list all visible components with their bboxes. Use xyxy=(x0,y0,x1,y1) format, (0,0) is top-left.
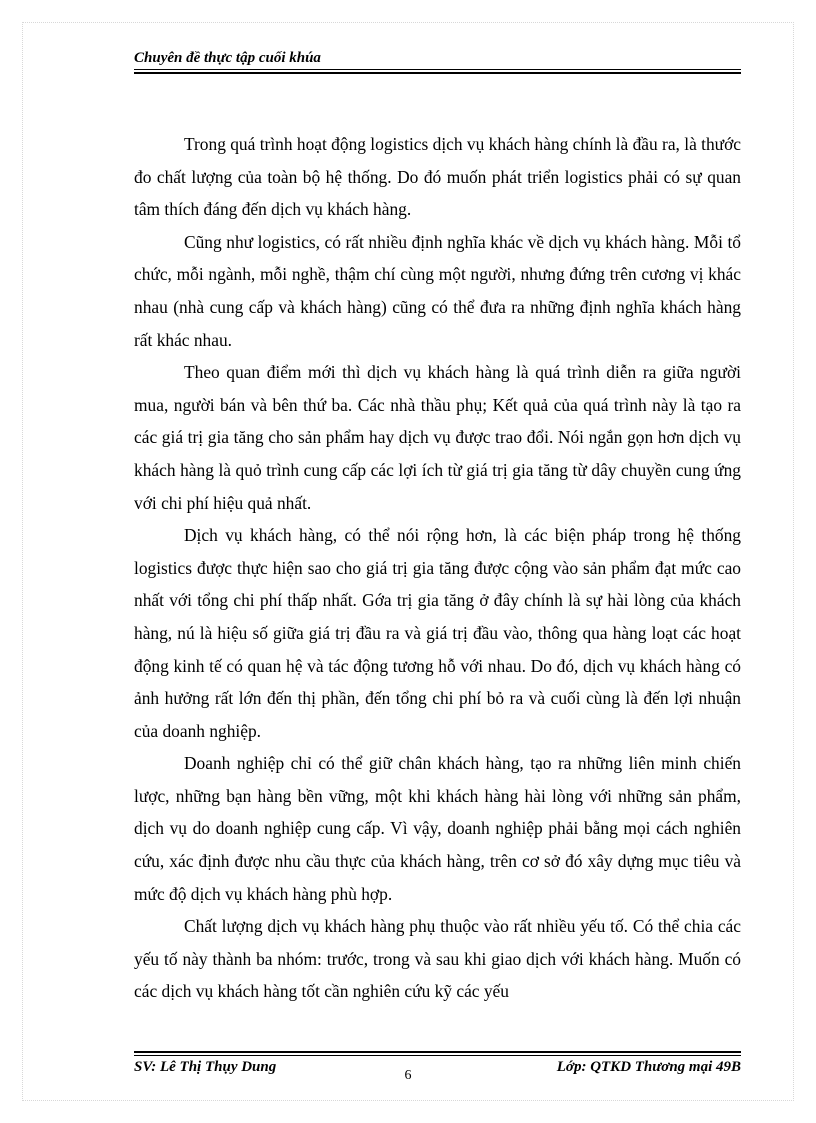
footer-class-name: Lớp: QTKD Thương mại 49B xyxy=(556,1059,741,1075)
paragraph: Doanh nghiệp chỉ có thể giữ chân khách hàng, tạo ra những liên minh chiến lược, những bạn hàng bền vững, một khi khách hàng hài lòng với những sản phẩm, dịch vụ do doanh nghiệp cung cấp. Vì vậy, doanh nghiệp phải bằng mọi cách nghiên cứu, xác định được nhu cầu thực của khách hàng, trên cơ sở đó xây dựng mục tiêu và mức độ dịch vụ khách hàng phù hợp. xyxy=(134,753,741,904)
footer-student-name: SV: Lê Thị Thụy Dung xyxy=(134,1059,277,1075)
paragraph: Dịch vụ khách hàng, có thể nói rộng hơn, là các biện pháp trong hệ thống logistics được thực hiện sao cho giá trị gia tăng được cộng vào sản phẩm đạt mức cao nhất với tổng chi phí thấp nhất. Gớa trị gia tăng ở đây chính là sự hài lòng của khách hàng, nú là hiệu số giữa giá trị đầu ra và giá trị đầu vào, thông qua hàng loạt các hoạt động kinh tế có quan hệ và tác động tương hỗ với nhau. Do đó, dịch vụ khách hàng có ảnh hưởng rất lớn đến thị phần, đến tổng chi phí bỏ ra và cuối cùng là đến lợi nhuận của doanh nghiệp. xyxy=(134,525,741,741)
header-rule-thick xyxy=(134,72,741,74)
paragraph: Trong quá trình hoạt động logistics dịch vụ khách hàng chính là đầu ra, là thước đo chất lượng của toàn bộ hệ thống. Do đó muốn phát triển logistics phải có sự quan tâm thích đáng đến dịch vụ khách hàng. xyxy=(134,134,741,220)
header-rule xyxy=(134,69,741,70)
paragraph: Chất lượng dịch vụ khách hàng phụ thuộc vào rất nhiều yếu tố. Có thể chia các yếu tố này thành ba nhóm: trước, trong và sau khi giao dịch với khách hàng. Muốn có các dịch vụ khách hàng tốt cần nghiên cứu kỹ các yếu xyxy=(134,916,741,1002)
page-number: 6 xyxy=(404,1068,412,1083)
document-body xyxy=(134,128,741,1008)
paragraph: Cũng như logistics, có rất nhiều định nghĩa khác về dịch vụ khách hàng. Mỗi tổ chức, mỗi ngành, mỗi nghề, thậm chí cùng một người, nhưng đứng trên cương vị khác nhau (nhà cung cấp và khách hàng) cũng có thể đưa ra những định nghĩa khách hàng rất khác nhau. xyxy=(134,231,741,350)
footer-rule-thick xyxy=(134,1051,741,1053)
paragraph: Theo quan điểm mới thì dịch vụ khách hàng là quá trình diễn ra giữa người mua, người bán và bên thứ ba. Các nhà thầu phụ; Kết quả của quá trình này là tạo ra các giá trị gia tăng cho sản phẩm hay dịch vụ được trao đổi. Nói ngắn gọn hơn dịch vụ khách hàng là quỏ trình cung cấp các lợi ích từ giá trị gia tăng từ dây chuyền cung ứng với chi phí hiệu quả nhất. xyxy=(134,362,741,513)
running-header: Chuyên đề thực tập cuối khúa xyxy=(134,50,321,66)
footer-rule xyxy=(134,1055,741,1056)
